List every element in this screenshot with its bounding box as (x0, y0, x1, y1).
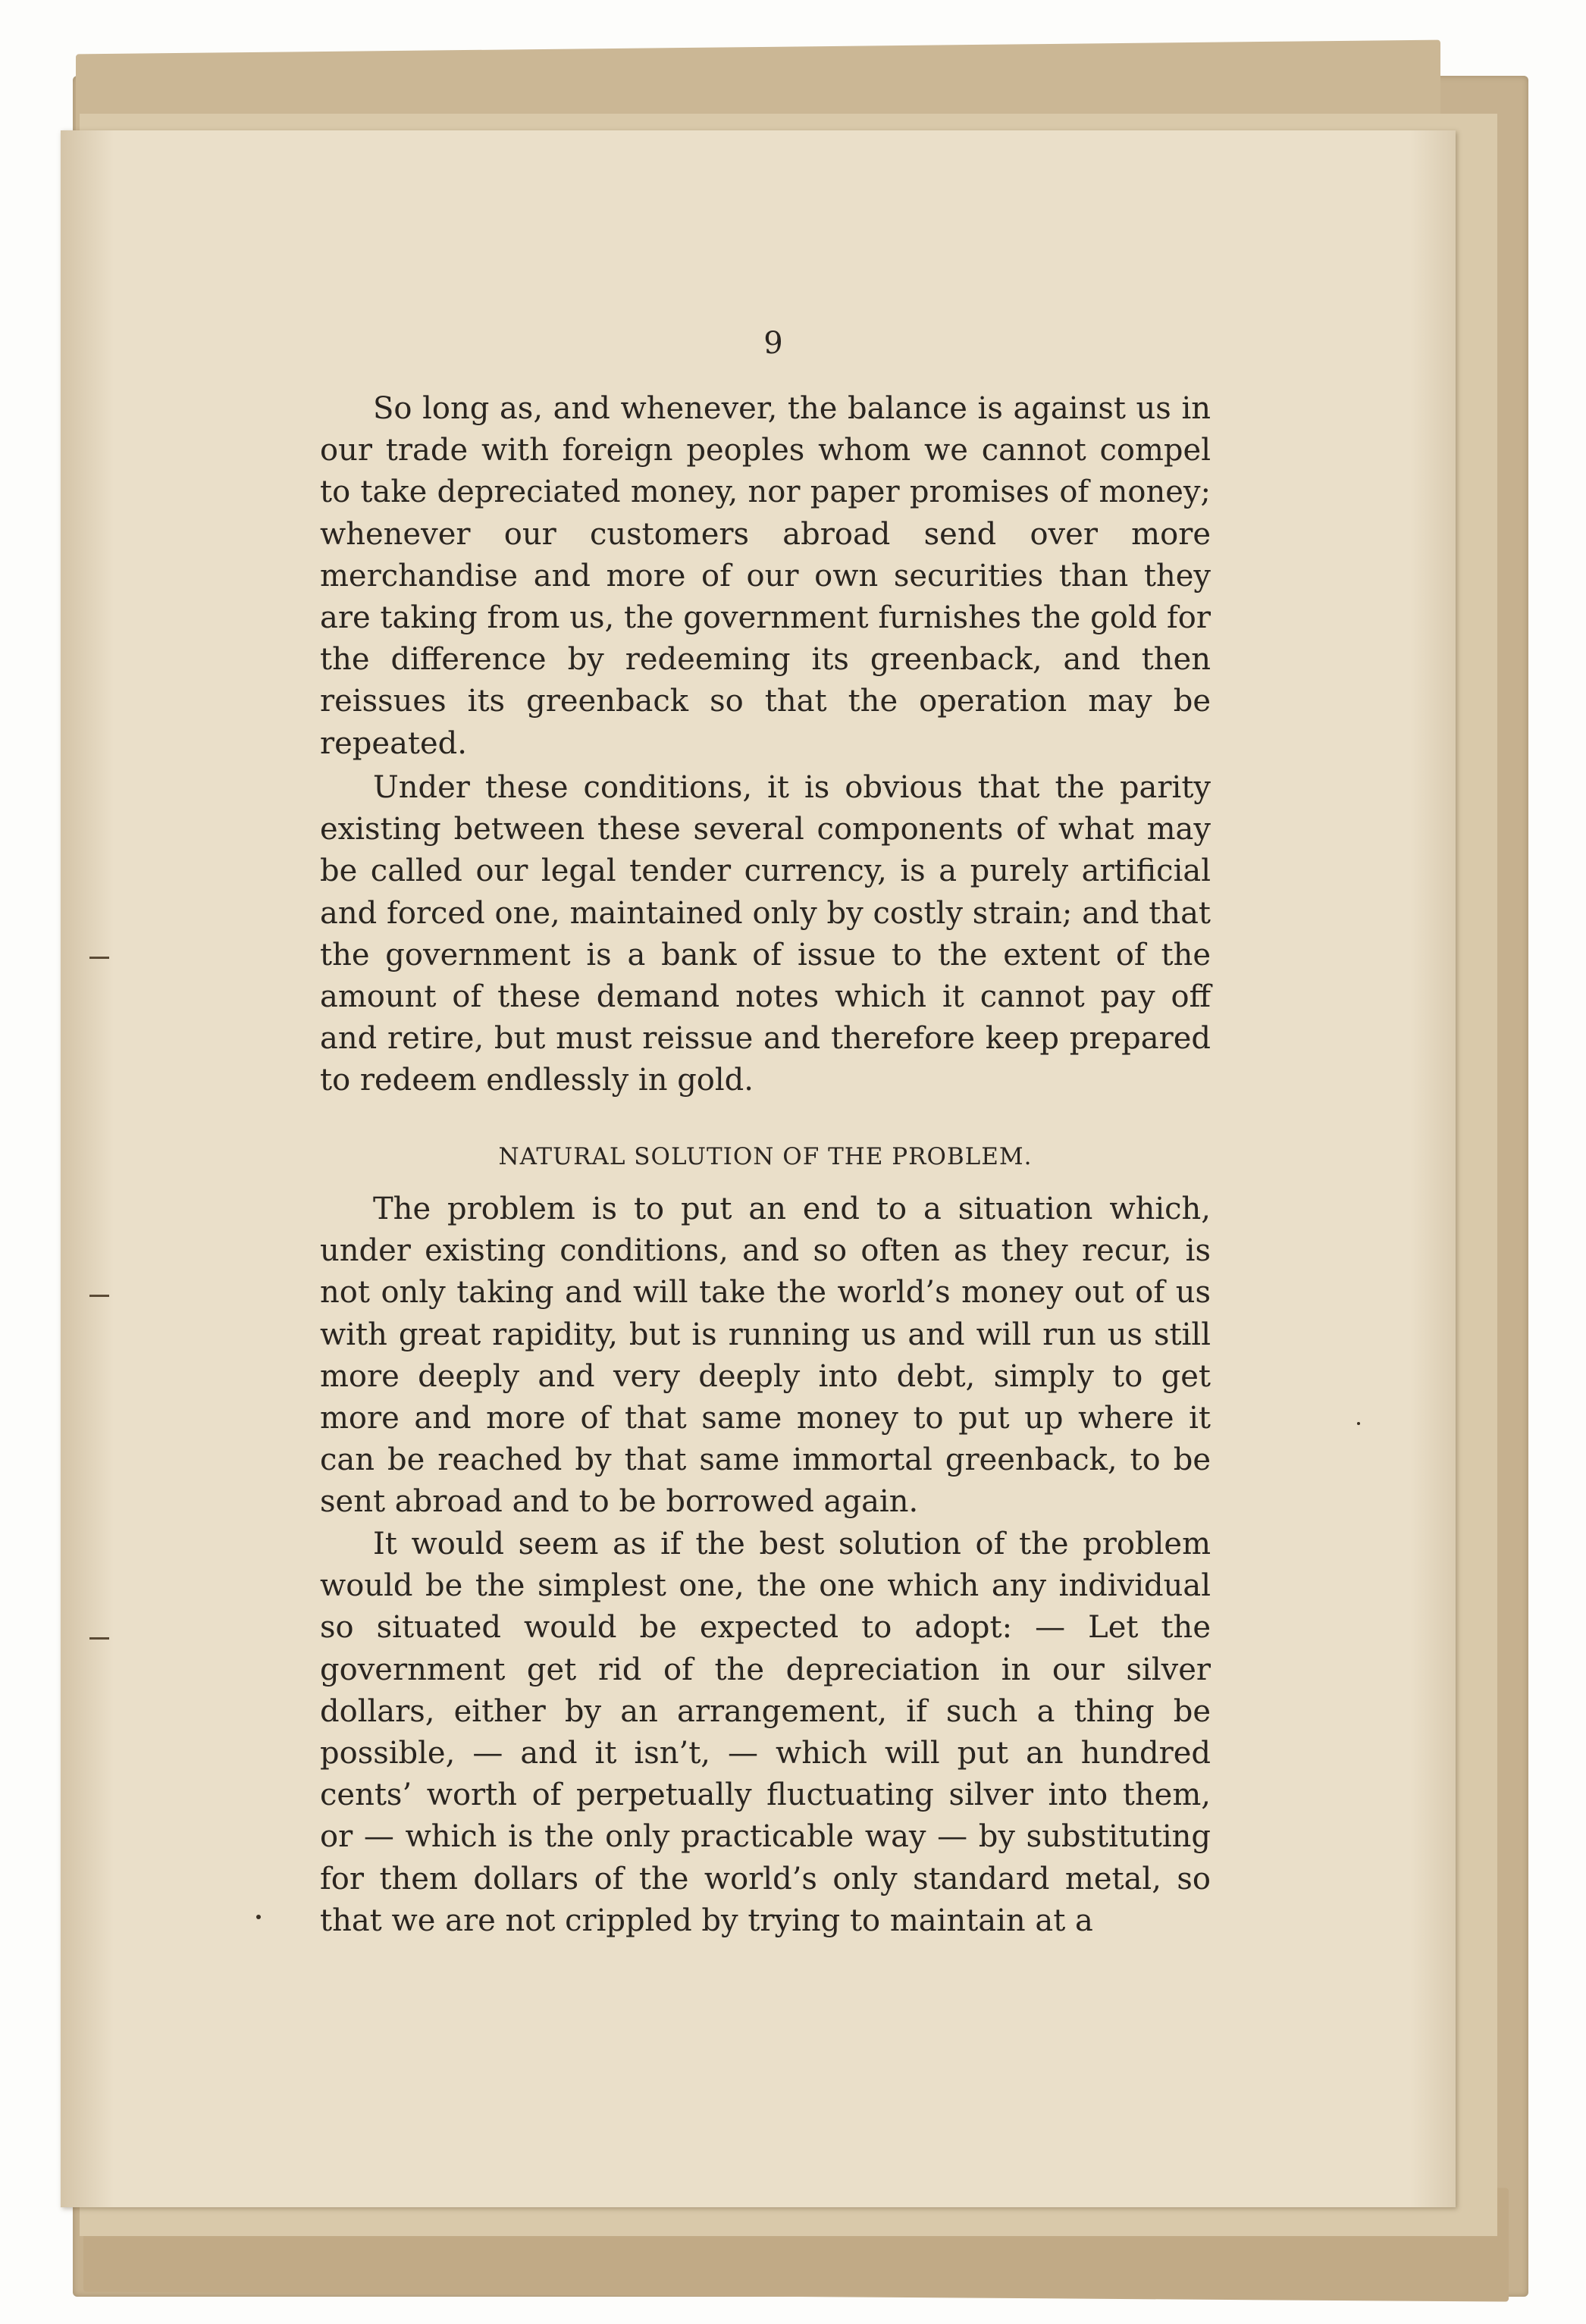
page-number: 9 (763, 326, 783, 361)
paragraph-1: So long as, and whenever, the balance is against us in our trade with foreign peoples whom we cannot compel to take depreciated money, nor paper promises of money; whenever our customers abroad send over more merchandise and more of our own securities than they are taking from us, the government furnishes the gold for the difference by redeeming its greenback, and then reissues its greenback so that the operation may be repeated. (320, 391, 1211, 761)
section-heading: NATURAL SOLUTION OF THE PROBLEM. (498, 1143, 1033, 1170)
binding-mark (89, 957, 109, 959)
binding-mark (89, 1637, 109, 1640)
paragraph-4: It would seem as if the best solution of the problem would be the simplest one, the one which any individual so situated would be expected to adopt: — Let the government get rid of the depreciation in our silver dollars, either by an arrangement, if such a thing be possible, — and it isn’t, — which will put an hundred cents’ worth of perpetually fluctuating silver into them, or — which is the only practicable way — by substituting for them dollars of the world’s only standard metal, so that we are not crippled by trying to maintain at a (320, 1527, 1211, 1938)
paragraph-2: Under these conditions, it is obvious that the parity existing between these several components of what may be called our legal tender currency, is a purely artificial and forced one, maintained only by costly strain; and that the government is a bank of issue to the extent of the amount of these demand notes which it cannot pay off and retire, but must reissue and therefore keep prepared to redeem endlessly in gold. (320, 770, 1211, 1098)
ink-speck (256, 1915, 261, 1919)
paragraph-3: The problem is to put an end to a situation which, under existing conditions, and so often as they recur, is not only taking and will take the world’s money out of us with great rapidity, but is running us and will run us still more deeply and very deeply into debt, simply to get more and more of that same money to put up where it can be reached by that same immortal greenback, to be sent abroad and to be borrowed again. (320, 1192, 1211, 1520)
page-shadow-left (61, 130, 114, 2207)
ink-speck (1357, 1422, 1360, 1425)
page-shadow-right (1410, 130, 1456, 2207)
binding-mark (89, 1295, 109, 1297)
